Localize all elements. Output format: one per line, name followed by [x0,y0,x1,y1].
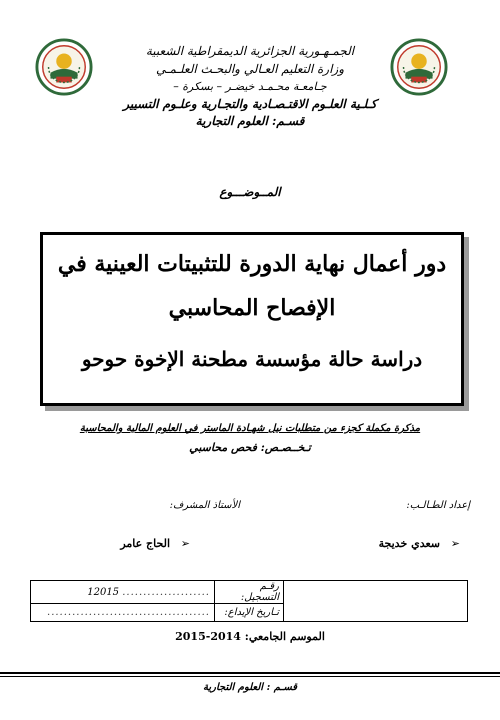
memo-description: مذكرة مكملة كجزء من متطلبات نيل شهـادة الماستر في العلوم المالية والمحاسبة [79,423,421,434]
title-line-1: دور أعمال نهاية الدورة للتثبيتات العينية في [57,251,447,277]
registration-spacer [284,581,468,604]
deposit-label: تـاريخ الإيداع: [215,604,284,622]
republic-name: الجمـهـورية الجزائرية الديمقراطية الشعبية [145,44,355,58]
registration-value-cell: 12015 ..................... [31,581,215,604]
footer-department: قسـم : العلوم التجارية [202,682,298,693]
case-study-title: دراسة حالة مؤسسة مطحنة الإخوة حوحو [81,347,423,371]
academic-season: الموسم الجامعي: 2014-2015 [175,630,325,643]
university-name: جـامعـة محـمـد خيضـر – بسكرة – [173,80,327,93]
department-name: قسـم: العلوم التجارية [195,114,305,128]
deposit-spacer [284,604,468,622]
registration-number: 12015 [87,586,120,598]
deposit-value-cell: ....................................... [31,604,215,622]
title-line-2: الإفصاح المحاسبي [168,295,336,321]
registration-label: رقـم التسجيل: [215,581,284,604]
title-box [40,232,464,406]
footer-rule-thick [0,672,500,674]
supervisor-label: الأستاذ المشرف: [169,500,240,511]
student-arrow-icon: ➢ [450,537,460,550]
supervisor-name: الحاج عامر [120,537,170,550]
subject-label: المــوضـــوع [219,185,281,199]
registration-table [30,580,468,622]
footer-rule-thin [0,676,500,677]
faculty-name: كـلـية العلـوم الاقتـصـادية والتجـارية وعلـوم التسيير [123,97,377,111]
student-label: إعداد الطـالـب: [406,500,470,511]
ministry-name: وزارة التعليم العـالي والبحـث العلـمـي [155,62,345,76]
specialization: تـخــصـص: فحص محاسبي [189,441,311,454]
supervisor-arrow-icon: ➢ [180,537,190,550]
student-name: سعدي خديجة [378,537,440,550]
